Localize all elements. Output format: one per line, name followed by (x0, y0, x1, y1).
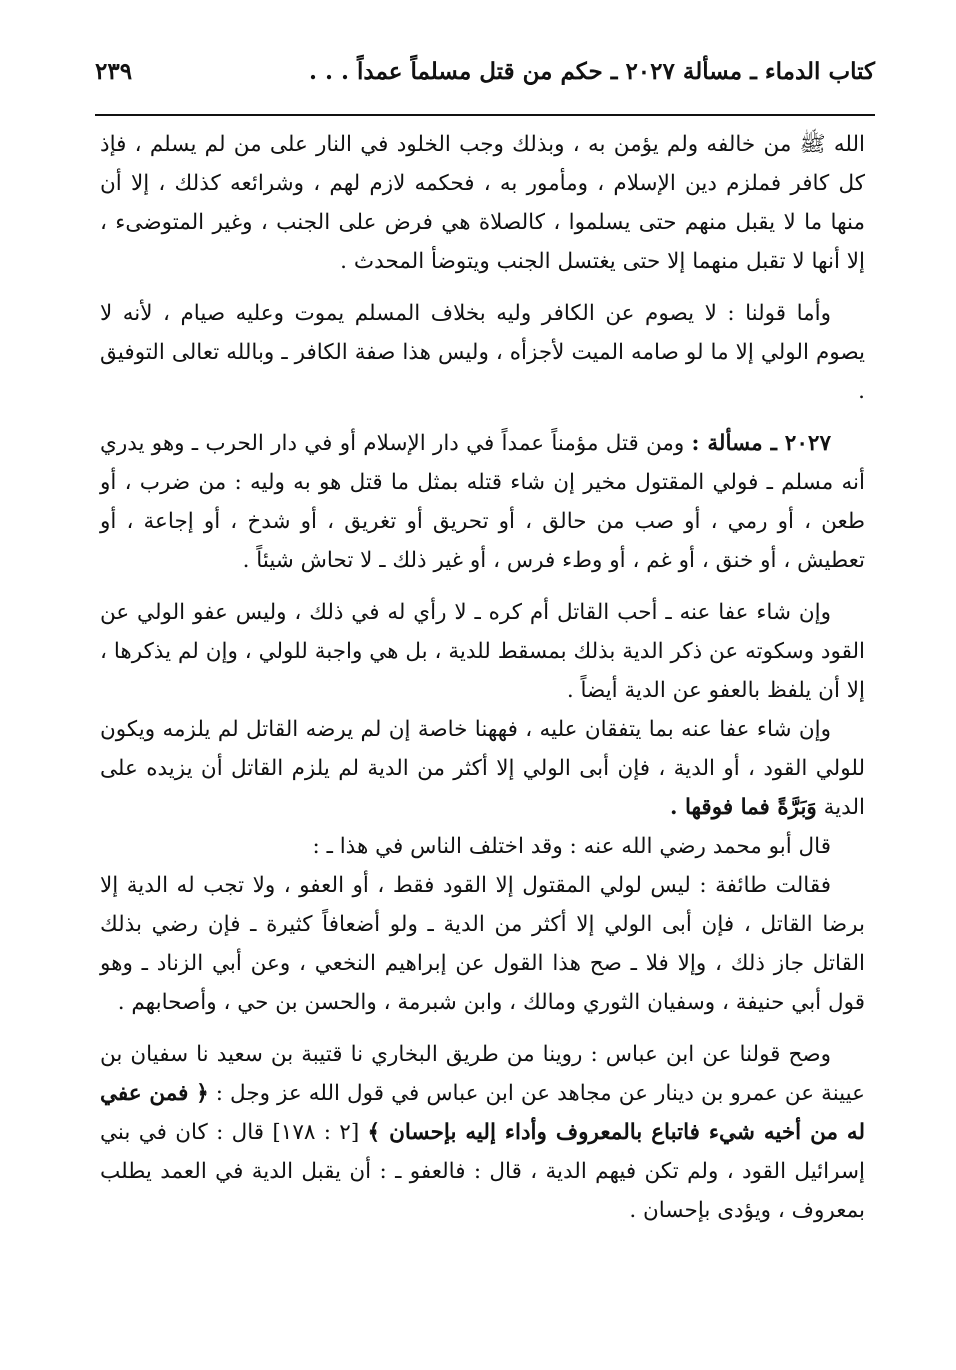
paragraph-text: الله ﷺ من خالفه ولم يؤمن به ، وبذلك وجب الخلود في النار على من لم يسلم ، فإذ كل كافر فملزم دين الإسلام ، ومأمور به ، فحكمه لازم لهم ، وشرائعه كذلك ، إلا أن منها ما لا يقبل منهم حتى يسلموا ، كالصلاة هي فرض على الجنب ، وغير المتوضىء ، إلا أنها لا تقبل منهما إلا حتى يغتسل الجنب ويتوضأ المحدث . (100, 132, 865, 274)
paragraph-text: وأما قولنا : لا يصوم عن الكافر وليه بخلاف المسلم يموت وعليه صيام ، لأنه لا يصوم الولي إلا ما لو صامه الميت لأجزأه ، وليس هذا صفة الكافر ـ وبالله تعالى التوفيق . (100, 301, 865, 404)
paragraph (100, 827, 865, 866)
paragraph-text: ومن قتل مؤمناً عمداً في دار الإسلام أو في دار الحرب ـ وهو يدري أنه مسلم ـ فولي المقتول مخير إن شاء قتله بمثل ما قتل هو به وليه : من ضرب ، أو طعن ، أو رمي ، أو صب من حالق ، أو تحريق أو تغريق ، أو شدخ ، أو إجاعة ، أو تعطيش ، أو خنق ، أو غم ، أو وطء فرس ، أو غير ذلك ـ لا تحاش شيئاً . (100, 431, 865, 573)
paragraph (100, 866, 865, 1022)
paragraph (100, 710, 865, 827)
running-title: كتاب الدماء ـ مسألة ٢٠٢٧ ـ حكم من قتل مسلماً عمداً . . . (308, 58, 875, 85)
paragraph-text: وصح قولنا عن ابن عباس : روينا من طريق البخاري نا قتيبة بن سعيد نا سفيان بن عيينة عن عمرو بن دينار عن مجاهد عن ابن عباس في قول الله عز وجل : (100, 1042, 865, 1106)
quran-verse: ﴿ فمن عفي له من أخيه شيء فاتباع بالمعروف وأداء إليه بإحسان ﴾ (100, 1081, 866, 1145)
page-body (100, 125, 865, 1230)
paragraph (100, 593, 865, 710)
paragraph-text: وإن شاء عفا عنه ـ أحب القاتل أم كره ـ لا رأي له في ذلك ، وليس عفو الولي عن القود وسكوته عن ذكر الدية بذلك بمسقط للدية ، بل هي واجبة للولي ، وإن لم يذكرها ، إلا أن يلفظ بالعفو عن الدية أيضاً . (100, 600, 865, 703)
paragraph-text: قال أبو محمد رضي الله عنه : وقد اختلف الناس في هذا ـ : (312, 834, 831, 859)
bold-phrase: وَبَرَّةً فما فوقها . (670, 795, 817, 820)
paragraph (100, 125, 865, 281)
paragraph (100, 294, 865, 411)
question-paragraph (100, 424, 865, 580)
page-number: ٢٣٩ (95, 58, 133, 85)
page-header (95, 58, 875, 98)
paragraph (100, 1035, 865, 1230)
header-divider (95, 114, 875, 116)
paragraph-text: [٢ : ١٧٨] قال : كان في بني إسرائيل القود ، ولم تكن فيهم الدية ، قال : فالعفو ـ : أن يقبل الدية في العمد يطلب بمعروف ، ويؤدى بإحسان . (100, 1120, 865, 1223)
paragraph-text: فقالت طائفة : ليس لولي المقتول إلا القود فقط ، أو العفو ، ولا تجب له الدية إلا برضا القاتل ، فإن أبى الولي إلا أكثر من الدية ـ ولو أضعافاً كثيرة ـ فإن رضي بذلك القاتل جاز ذلك ، وإلا فلا ـ صح هذا القول عن إبراهيم النخعي ، وعن أبي الزناد ـ وهو قول أبي حنيفة ، وسفيان الثوري ومالك ، وابن شبرمة ، والحسن بن حي ، وأصحابهم . (100, 873, 865, 1015)
question-number-label: ٢٠٢٧ ـ مسألة : (691, 431, 831, 456)
paragraph-text: وإن شاء عفا عنه بما يتفقان عليه ، فههنا خاصة إن لم يرضه القاتل لم يلزمه ويكون للولي القود ، أو الدية ، فإن أبى الولي إلا أكثر من الدية لم يلزم القاتل أن يزيده على الدية (100, 717, 865, 820)
